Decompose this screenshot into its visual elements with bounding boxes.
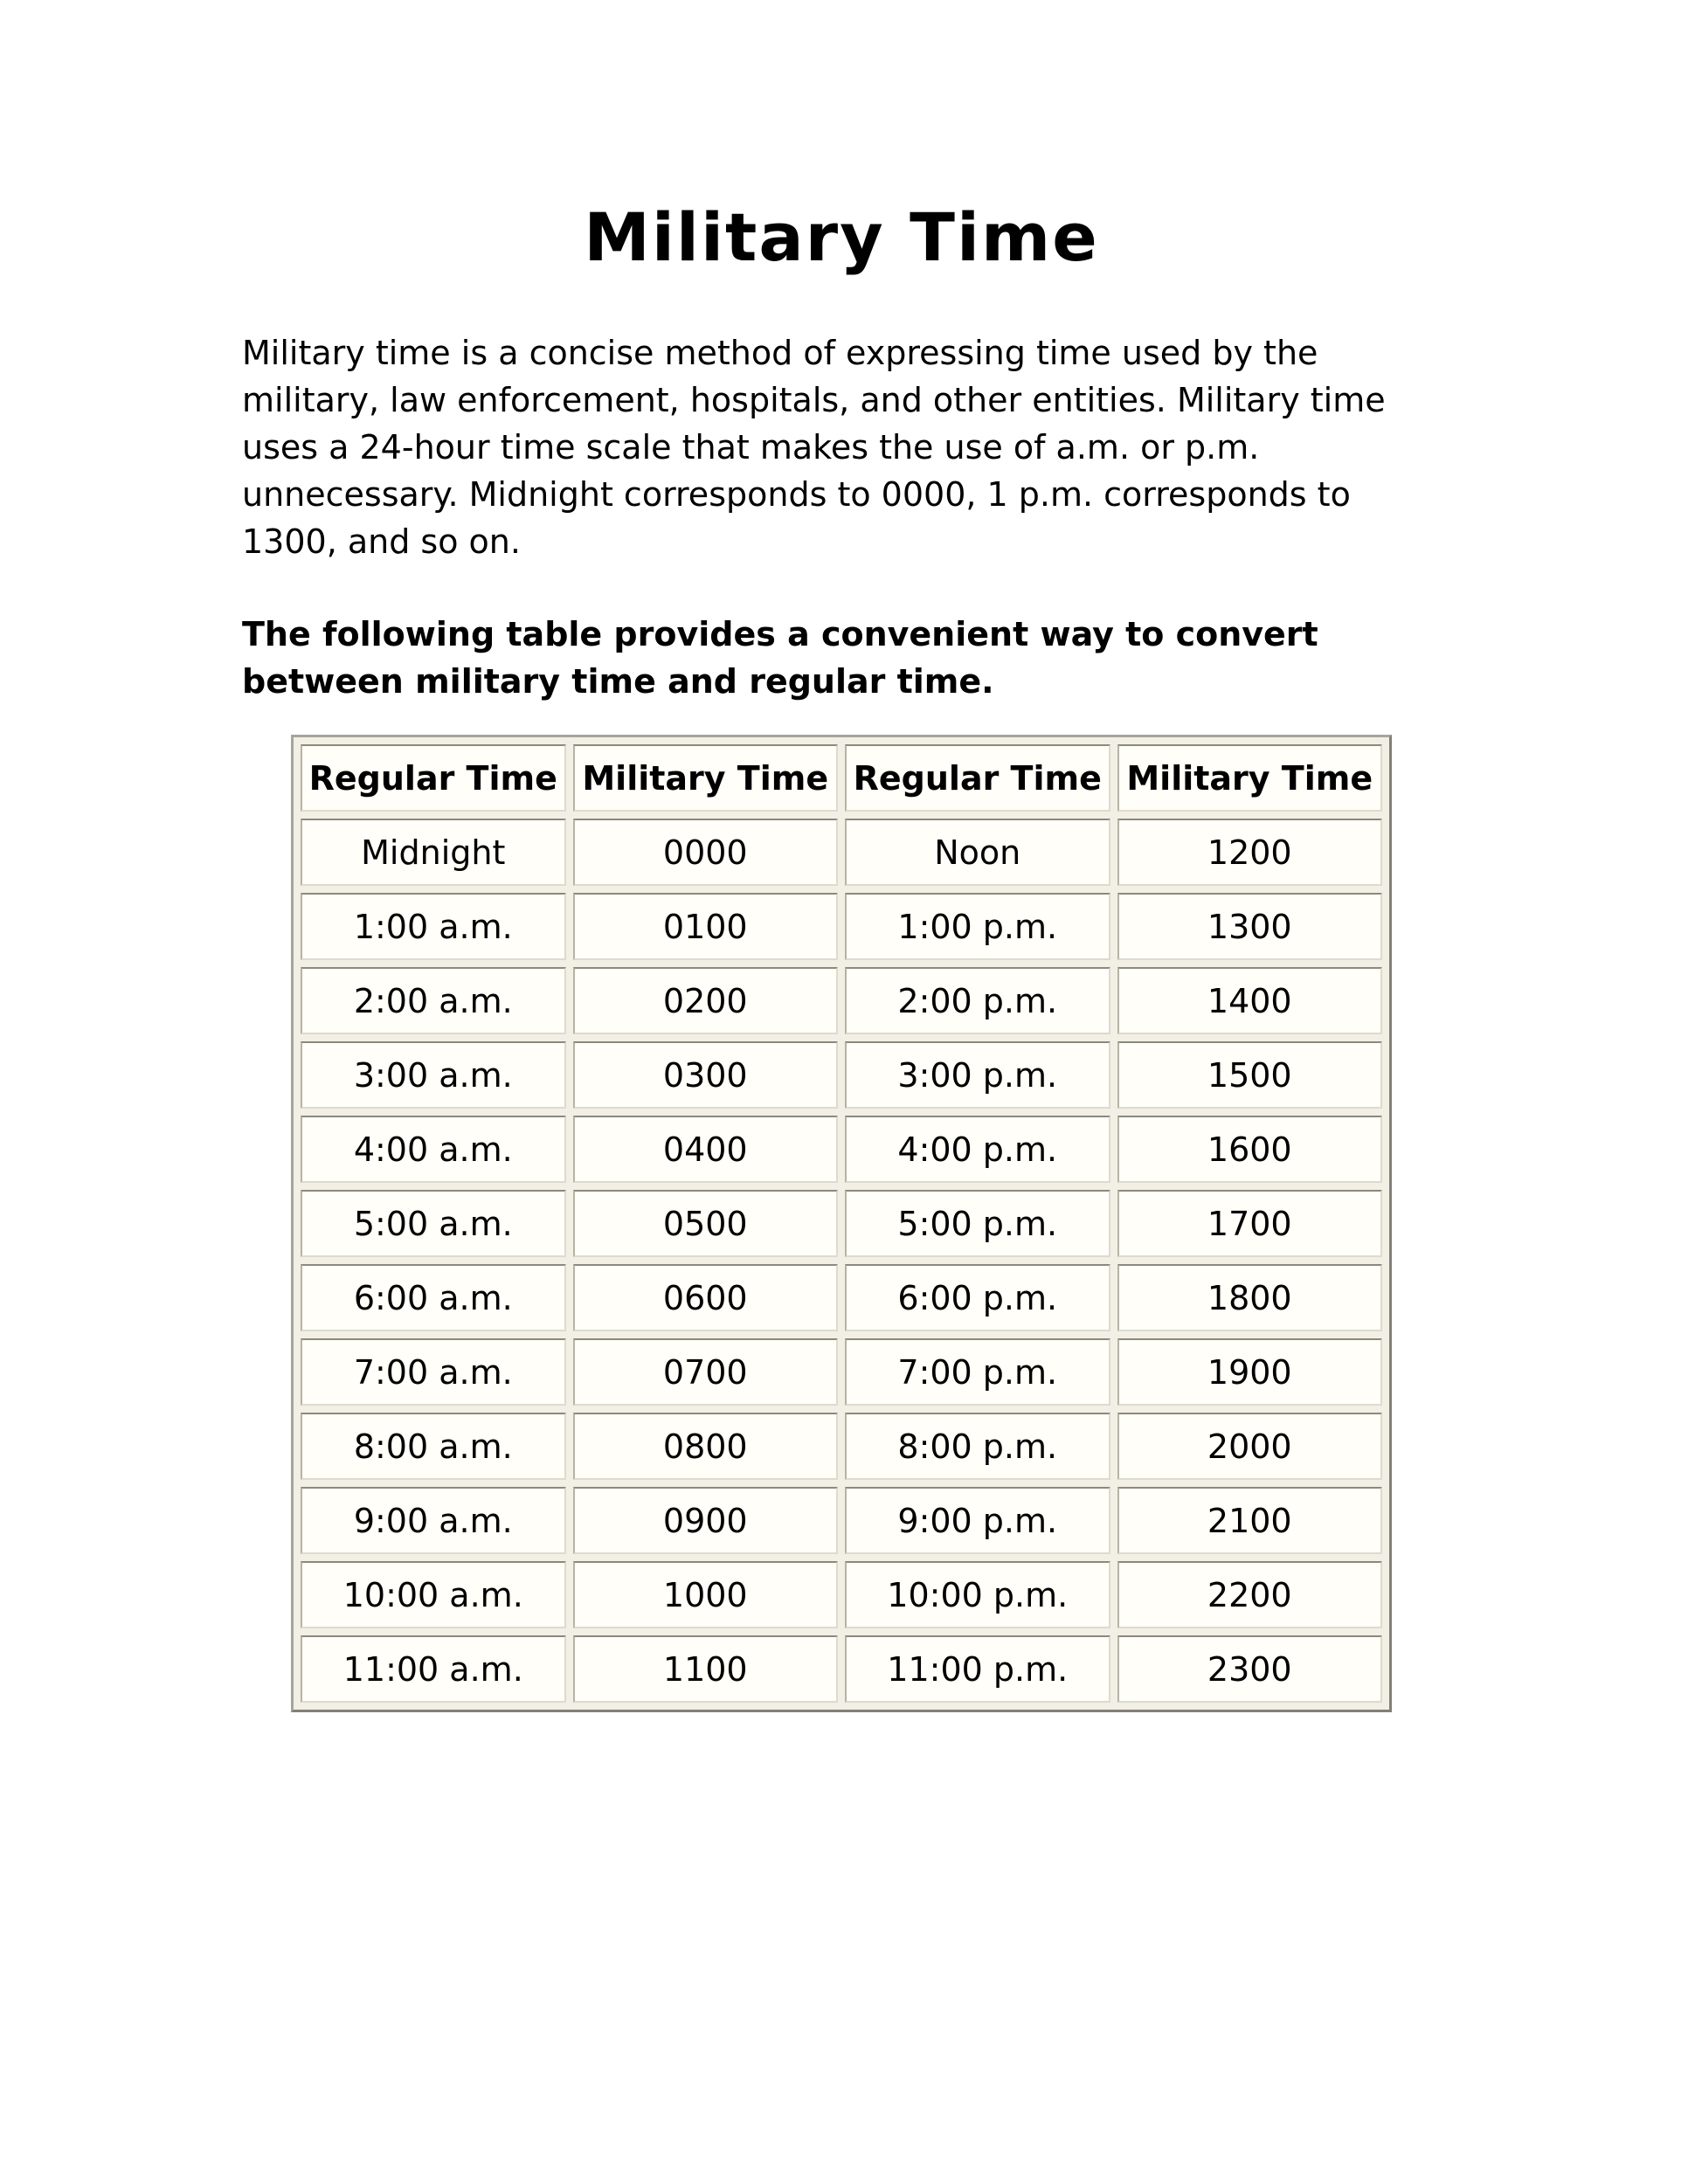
table-cell: 0700 xyxy=(573,1338,839,1406)
table-row xyxy=(301,1264,1382,1331)
table-cell: 3:00 a.m. xyxy=(301,1041,566,1109)
table-row xyxy=(301,1561,1382,1628)
table-cell: 1600 xyxy=(1117,1116,1383,1183)
table-header-row xyxy=(301,744,1382,812)
conversion-table xyxy=(291,735,1392,1712)
table-cell: Midnight xyxy=(301,819,566,886)
table-cell: 2000 xyxy=(1117,1413,1383,1480)
table-cell: 8:00 a.m. xyxy=(301,1413,566,1480)
table-cell: 0900 xyxy=(573,1487,839,1554)
table-cell: 9:00 a.m. xyxy=(301,1487,566,1554)
conversion-table-container xyxy=(291,735,1392,1712)
table-body xyxy=(301,819,1382,1703)
table-cell: Noon xyxy=(845,819,1110,886)
table-cell: 0400 xyxy=(573,1116,839,1183)
table-cell: 5:00 a.m. xyxy=(301,1190,566,1257)
table-cell: 1100 xyxy=(573,1635,839,1703)
table-cell: 4:00 a.m. xyxy=(301,1116,566,1183)
table-cell: 2300 xyxy=(1117,1635,1383,1703)
table-row xyxy=(301,1338,1382,1406)
table-cell: 1000 xyxy=(573,1561,839,1628)
table-cell: 6:00 p.m. xyxy=(845,1264,1110,1331)
table-cell: 3:00 p.m. xyxy=(845,1041,1110,1109)
table-cell: 1400 xyxy=(1117,967,1383,1034)
table-cell: 11:00 p.m. xyxy=(845,1635,1110,1703)
table-cell: 0200 xyxy=(573,967,839,1034)
header-regular-time-1: Regular Time xyxy=(301,744,566,812)
table-cell: 11:00 a.m. xyxy=(301,1635,566,1703)
table-note-paragraph: The following table provides a convenient way to convert between military time and regular time. xyxy=(242,615,1318,702)
page-title: Military Time xyxy=(584,198,1099,276)
table-row xyxy=(301,893,1382,960)
table-cell: 0300 xyxy=(573,1041,839,1109)
table-cell: 7:00 a.m. xyxy=(301,1338,566,1406)
table-cell: 10:00 p.m. xyxy=(845,1561,1110,1628)
table-cell: 1:00 a.m. xyxy=(301,893,566,960)
table-row xyxy=(301,819,1382,886)
table-cell: 2100 xyxy=(1117,1487,1383,1554)
table-cell: 1700 xyxy=(1117,1190,1383,1257)
table-cell: 2:00 a.m. xyxy=(301,967,566,1034)
table-cell: 9:00 p.m. xyxy=(845,1487,1110,1554)
table-row xyxy=(301,1487,1382,1554)
table-cell: 7:00 p.m. xyxy=(845,1338,1110,1406)
table-cell: 1200 xyxy=(1117,819,1383,886)
table-cell: 2:00 p.m. xyxy=(845,967,1110,1034)
table-cell: 0800 xyxy=(573,1413,839,1480)
table-row xyxy=(301,1116,1382,1183)
table-row xyxy=(301,967,1382,1034)
header-military-time-1: Military Time xyxy=(573,744,839,812)
table-cell: 10:00 a.m. xyxy=(301,1561,566,1628)
table-row xyxy=(301,1190,1382,1257)
intro-paragraph: Military time is a concise method of expressing time used by the military, law enforcement, hospitals, and other entities. Military time uses a 24-hour time scale that makes the use of a.m. or p.m. unnecessary. Midnight corresponds to 0000, 1 p.m. corresponds to 1300, and so on. xyxy=(242,334,1386,562)
table-cell: 0000 xyxy=(573,819,839,886)
table-cell: 2200 xyxy=(1117,1561,1383,1628)
table-cell: 1500 xyxy=(1117,1041,1383,1109)
table-cell: 1800 xyxy=(1117,1264,1383,1331)
table-cell: 0100 xyxy=(573,893,839,960)
table-cell: 0500 xyxy=(573,1190,839,1257)
table-cell: 5:00 p.m. xyxy=(845,1190,1110,1257)
table-cell: 8:00 p.m. xyxy=(845,1413,1110,1480)
table-cell: 1300 xyxy=(1117,893,1383,960)
table-cell: 4:00 p.m. xyxy=(845,1116,1110,1183)
table-cell: 0600 xyxy=(573,1264,839,1331)
table-row xyxy=(301,1635,1382,1703)
header-military-time-2: Military Time xyxy=(1117,744,1383,812)
table-cell: 6:00 a.m. xyxy=(301,1264,566,1331)
header-regular-time-2: Regular Time xyxy=(845,744,1110,812)
table-row xyxy=(301,1041,1382,1109)
table-row xyxy=(301,1413,1382,1480)
table-cell: 1:00 p.m. xyxy=(845,893,1110,960)
table-cell: 1900 xyxy=(1117,1338,1383,1406)
